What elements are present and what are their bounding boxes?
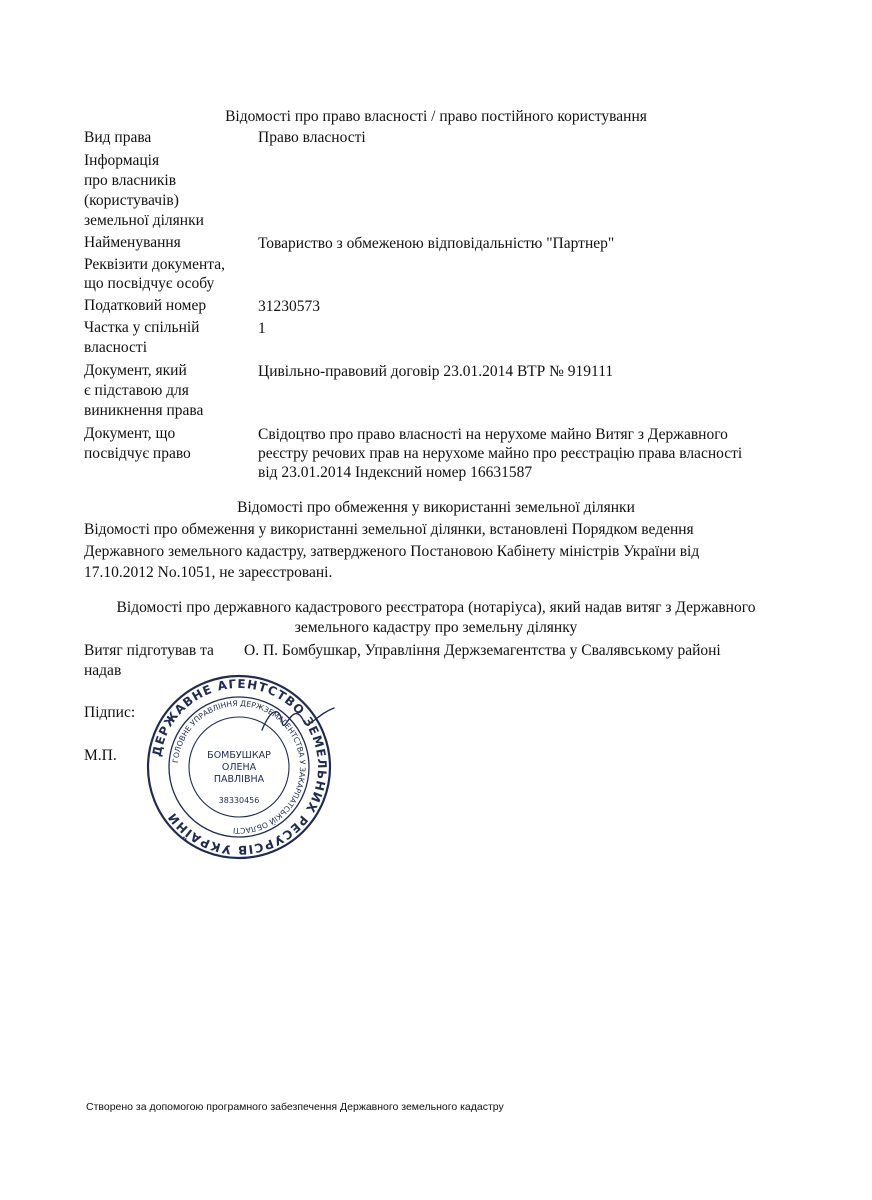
restrictions-text-line: Державного земельного кадастру, затвердженого Постановою Кабінету міністрів України від	[84, 543, 700, 560]
tax-label: Податковий номер	[84, 297, 207, 314]
share-label-line: Частка у спільній	[84, 319, 200, 336]
registrar-heading-line: земельного кадастру про земельну ділянку	[294, 619, 578, 636]
restrictions-heading: Відомості про обмеження у використанні земельної ділянки	[237, 499, 635, 516]
rights-type-value: Право власності	[258, 129, 366, 146]
owners-info-label-line: Інформація	[84, 152, 160, 169]
share-label-line: власності	[84, 339, 147, 356]
stamp-center-line: ПАВЛІВНА	[213, 774, 265, 785]
id-doc-label-line: що посвідчує особу	[84, 275, 215, 292]
stamp-inner-text: ГОЛОВНЕ УПРАВЛІННЯ ДЕРЖЗЕМАГЕНТСТВА У ЗАКАРПАТСЬКІЙ ОБЛАСТІ	[171, 698, 308, 836]
owners-info-label-line: про власників	[84, 172, 177, 189]
owners-info-label-line: земельної ділянки	[84, 212, 204, 229]
ownership-heading: Відомості про право власності / право постійного користування	[225, 108, 647, 125]
tax-value: 31230573	[258, 298, 320, 315]
cert-doc-value-line: реєстру речових прав на нерухоме майно про реєстрацію права власності	[258, 445, 743, 462]
basis-doc-label-line: Документ, який	[84, 362, 187, 379]
stamp-center-line: ОЛЕНА	[221, 762, 257, 773]
stamp-code: 38330456	[218, 796, 260, 805]
prepared-label-line: надав	[84, 662, 122, 679]
stamp-center-line: БОМБУШКАР	[207, 750, 271, 761]
handwritten-signature	[258, 700, 338, 740]
owners-info-label-line: (користувачів)	[84, 192, 179, 209]
rights-type-label: Вид права	[84, 129, 152, 146]
cert-doc-value-line: від 23.01.2014 Індексний номер 16631587	[258, 464, 533, 481]
registrar-heading-line: Відомості про державного кадастрового реєстратора (нотаріуса), який надав витяг з Державного	[116, 599, 756, 616]
basis-doc-value: Цивільно-правовий договір 23.01.2014 ВТР № 919111	[258, 363, 614, 380]
cert-doc-label-line: Документ, що	[84, 425, 176, 442]
basis-doc-label-line: є підставою для	[84, 382, 189, 399]
restrictions-text-line: Відомості про обмеження у використанні земельної ділянки, встановлені Порядком ведення	[84, 521, 694, 538]
signature-label: Підпис:	[84, 704, 136, 721]
name-label: Найменування	[84, 234, 181, 251]
footer-note: Створено за допомогою програмного забезпечення Державного земельного кадастру	[86, 1101, 504, 1113]
id-doc-label-line: Реквізити документа,	[84, 256, 226, 273]
cert-doc-value-line: Свідоцтво про право власності на нерухоме майно Витяг з Державного	[258, 426, 728, 443]
restrictions-text-line: 17.10.2012 No.1051, не зареєстровані.	[84, 564, 333, 581]
stamp-outer-text: ДЕРЖАВНЕ АГЕНТСТВО ЗЕМЕЛЬНИХ РЕСУРСІВ УКРАЇНИ	[149, 676, 330, 858]
prepared-label-line: Витяг підготував та	[84, 642, 214, 659]
cert-doc-label-line: посвідчує право	[84, 445, 191, 462]
share-value: 1	[258, 320, 266, 337]
seal-label: М.П.	[84, 747, 117, 764]
name-value: Товариство з обмеженою відповідальністю "Партнер"	[258, 235, 615, 252]
basis-doc-label-line: виникнення права	[84, 402, 204, 419]
prepared-value: О. П. Бомбушкар, Управління Держземагентства у Свалявському районі	[244, 642, 721, 659]
